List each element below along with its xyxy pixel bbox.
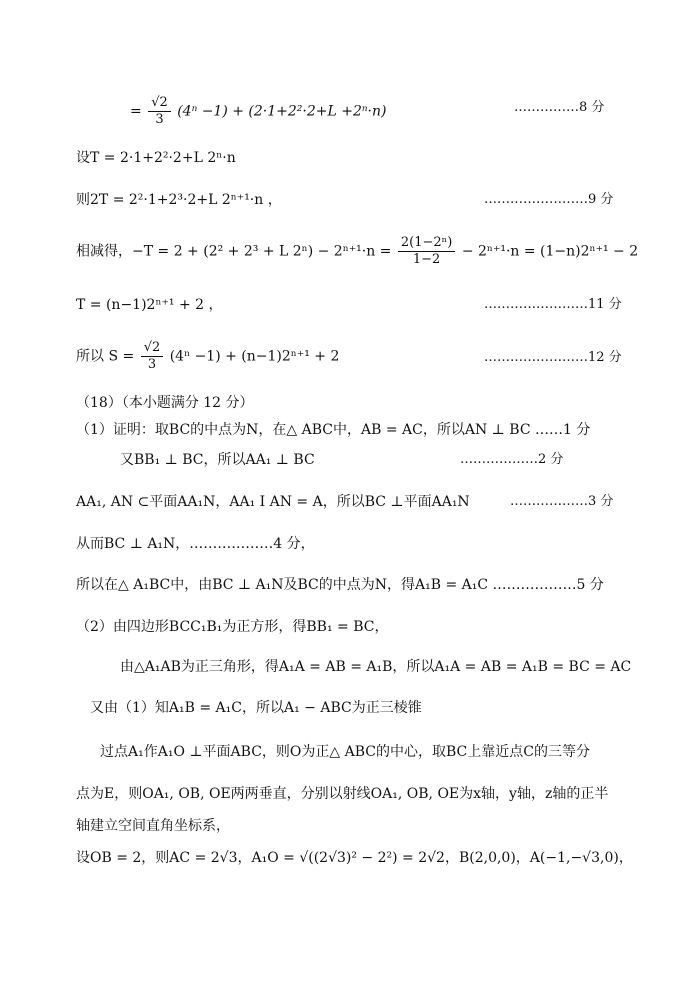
subtract-result: − 2ⁿ⁺¹·n = (1−n)2ⁿ⁺¹ − 2 <box>461 243 639 260</box>
equation-line-1 <box>130 95 386 128</box>
double-tn-line: 则2T = 2²·1+2³·2+L 2ⁿ⁺¹·n ， <box>76 192 282 208</box>
problem-18-heading: （18）（本小题满分 12 分） <box>76 395 254 411</box>
s2n-rest: (4ⁿ −1) + (n−1)2ⁿ⁺¹ + 2 <box>169 348 340 365</box>
s2n-line <box>76 340 339 373</box>
score-11: ……………………11 分 <box>484 297 622 312</box>
subtract-text: 相减得，−T = 2 + (2² + 2³ + L 2ⁿ) − 2ⁿ⁺¹·n = <box>76 243 392 260</box>
fraction-sqrt2-over-3: $\frac{√2}{3}$ <box>148 95 171 128</box>
part-2-step-5: 点为E，则OA₁, OB, OE两两垂直，分别以射线OA₁, OB, OE为x轴，y轴，z轴的正半 <box>76 786 609 802</box>
score-2: ………………2 分 <box>460 452 564 467</box>
tn-result-line: T = (n−1)2ⁿ⁺¹ + 2 ， <box>76 297 223 313</box>
fraction-sqrt2-over-3-b: $\frac{√2}{3}$ <box>141 340 164 373</box>
part-2-step-1: （2）由四边形BCC₁B₁为正方形，得BB₁ = BC， <box>76 619 389 635</box>
part-2-step-2: 由△A₁AB为正三角形，得A₁A = AB = A₁B，所以A₁A = AB = A₁B = BC = AC <box>120 659 632 675</box>
part-2-step-6: 轴建立空间直角坐标系， <box>76 818 230 834</box>
score-12: ……………………12 分 <box>484 350 622 365</box>
proof-step-4: 从而BC ⊥ A₁N，………………4 分， <box>76 536 315 552</box>
equals-sign: = <box>130 103 142 120</box>
subtract-line <box>76 235 638 268</box>
score-8: ……………8 分 <box>514 100 605 115</box>
fraction-geometric-sum: $\frac{\text{2(1−2ⁿ)}}{1-2}$ <box>398 235 455 268</box>
proof-step-3: AA₁, AN ⊂平面AA₁N，AA₁ I AN = A，所以BC ⊥平面AA₁N <box>76 494 470 510</box>
equation-expression: (4ⁿ −1) + (2·1+2²·2+L +2ⁿ·n) <box>177 103 387 120</box>
proof-step-2: 又BB₁ ⊥ BC，所以AA₁ ⊥ BC <box>120 452 315 468</box>
part-2-step-7: 设OB = 2，则AC = 2√3，A₁O = √((2√3)² − 2²) = 2√2，B(2,0,0)，A(−1,−√3,0)， <box>76 850 633 866</box>
define-tn-line: 设T = 2·1+2²·2+L 2ⁿ·n <box>76 150 236 166</box>
proof-step-5: 所以在△ A₁BC中，由BC ⊥ A₁N及BC的中点为N，得A₁B = A₁C ………………5 分 <box>76 577 604 593</box>
s2n-prefix: 所以 S = <box>76 348 135 365</box>
proof-step-1: （1）证明：取BC的中点为N，在△ ABC中，AB = AC，所以AN ⊥ BC ……1 分 <box>76 422 591 438</box>
score-9: ……………………9 分 <box>484 192 614 207</box>
score-3: ………………3 分 <box>510 494 614 509</box>
part-2-step-4: 过点A₁作A₁O ⊥平面ABC，则O为正△ ABC的中心，取BC上靠近点C的三等分 <box>100 744 590 760</box>
part-2-step-3: 又由（1）知A₁B = A₁C，所以A₁ − ABC为正三棱锥 <box>90 700 422 716</box>
